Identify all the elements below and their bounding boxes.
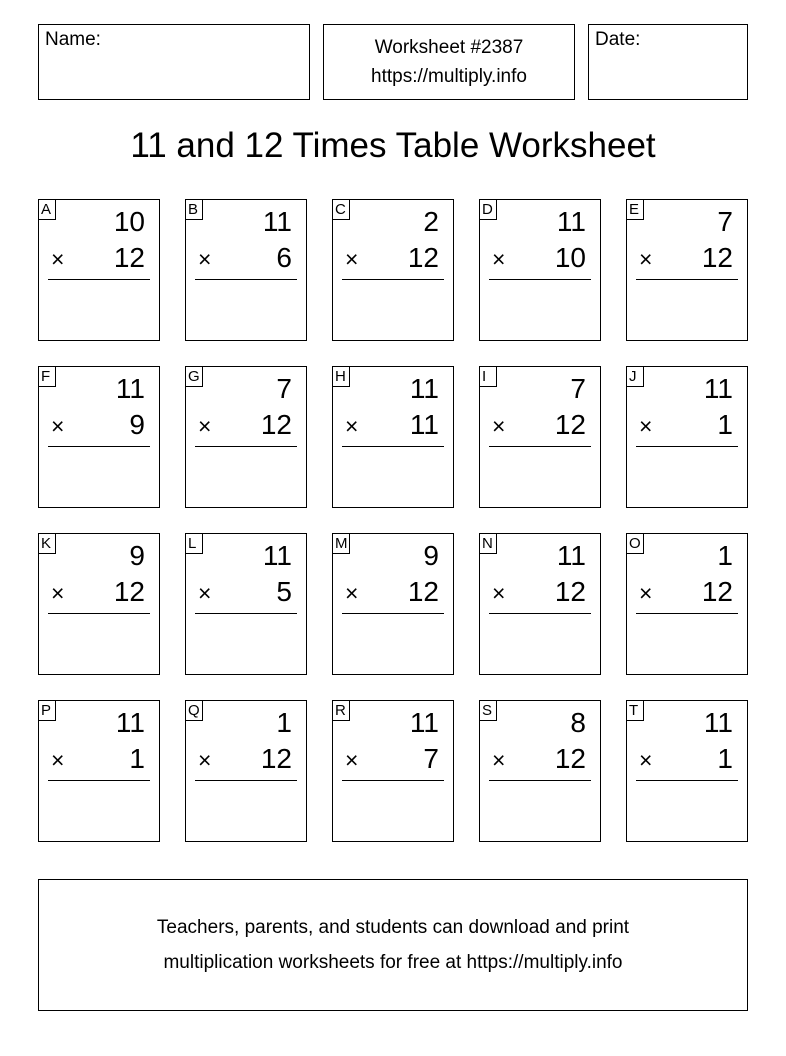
multiplier: 12 — [407, 576, 439, 607]
problem-letter: N — [479, 533, 497, 554]
problem-letter: B — [185, 199, 203, 220]
multiplier: 12 — [113, 242, 145, 273]
problem-letter: R — [332, 700, 350, 721]
times-sign: × — [51, 413, 65, 439]
times-sign: × — [492, 580, 506, 606]
times-sign: × — [51, 246, 65, 272]
multiplier: 12 — [260, 743, 292, 774]
problem-card[interactable] — [479, 199, 601, 341]
multiplier: 10 — [554, 242, 586, 273]
problem-card[interactable] — [626, 366, 748, 508]
times-sign: × — [345, 580, 359, 606]
answer-line — [48, 613, 150, 614]
multiplicand: 9 — [129, 540, 145, 571]
problem-letter: G — [185, 366, 203, 387]
multiplicand: 7 — [276, 373, 292, 404]
times-sign: × — [639, 747, 653, 773]
date-label: Date: — [595, 29, 641, 50]
page-title: 11 and 12 Times Table Worksheet — [130, 126, 656, 165]
multiplicand: 11 — [703, 707, 733, 738]
problem-letter: M — [332, 533, 350, 554]
times-sign: × — [492, 413, 506, 439]
multiplicand: 10 — [113, 206, 145, 237]
multiplier: 12 — [701, 576, 733, 607]
problem-letter: Q — [185, 700, 203, 721]
times-sign: × — [492, 246, 506, 272]
name-label: Name: — [45, 29, 101, 50]
problem-card[interactable] — [185, 533, 307, 675]
worksheet-url: https://multiply.info — [371, 66, 527, 87]
multiplier: 12 — [554, 576, 586, 607]
multiplicand: 11 — [115, 707, 145, 738]
problem-card[interactable] — [185, 700, 307, 842]
worksheet-info-box — [323, 24, 575, 100]
answer-line — [195, 780, 297, 781]
multiplicand: 11 — [262, 206, 292, 237]
problem-card[interactable] — [185, 199, 307, 341]
answer-line — [636, 613, 738, 614]
multiplicand: 7 — [570, 373, 586, 404]
times-sign: × — [345, 747, 359, 773]
answer-line — [489, 279, 591, 280]
times-sign: × — [198, 413, 212, 439]
problem-letter: S — [479, 700, 497, 721]
problem-letter: T — [626, 700, 644, 721]
problem-card[interactable] — [479, 700, 601, 842]
multiplicand: 11 — [409, 373, 439, 404]
answer-line — [48, 780, 150, 781]
multiplicand: 7 — [717, 206, 733, 237]
answer-line — [342, 279, 444, 280]
times-sign: × — [639, 580, 653, 606]
answer-line — [195, 446, 297, 447]
answer-line — [195, 279, 297, 280]
problem-card[interactable] — [332, 199, 454, 341]
multiplicand: 11 — [409, 707, 439, 738]
problem-letter: J — [626, 366, 644, 387]
multiplicand: 1 — [276, 707, 292, 738]
worksheet-number: Worksheet #2387 — [374, 37, 524, 58]
multiplicand: 11 — [115, 373, 145, 404]
problem-card[interactable] — [479, 366, 601, 508]
times-sign: × — [51, 747, 65, 773]
multiplicand: 11 — [703, 373, 733, 404]
multiplier: 12 — [407, 242, 439, 273]
times-sign: × — [639, 413, 653, 439]
problem-letter: I — [479, 366, 497, 387]
answer-line — [489, 446, 591, 447]
times-sign: × — [345, 413, 359, 439]
problem-card[interactable] — [332, 700, 454, 842]
multiplicand: 1 — [717, 540, 733, 571]
answer-line — [636, 279, 738, 280]
problem-letter: L — [185, 533, 203, 554]
multiplier: 9 — [129, 409, 145, 440]
times-sign: × — [345, 246, 359, 272]
answer-line — [195, 613, 297, 614]
multiplier: 1 — [129, 743, 145, 774]
problem-letter: H — [332, 366, 350, 387]
answer-line — [48, 279, 150, 280]
multiplier: 12 — [260, 409, 292, 440]
multiplier: 12 — [554, 409, 586, 440]
times-sign: × — [198, 747, 212, 773]
multiplier: 1 — [717, 743, 733, 774]
multiplier: 12 — [554, 743, 586, 774]
problem-letter: O — [626, 533, 644, 554]
answer-line — [48, 446, 150, 447]
multiplicand: 8 — [570, 707, 586, 738]
answer-line — [636, 780, 738, 781]
problem-card[interactable] — [332, 533, 454, 675]
problem-card[interactable] — [38, 700, 160, 842]
footer-line-1: Teachers, parents, and students can download and print — [156, 917, 630, 938]
multiplicand: 11 — [556, 206, 586, 237]
footer-line-2: multiplication worksheets for free at https://multiply.info — [163, 952, 623, 973]
problem-letter: E — [626, 199, 644, 220]
multiplier: 11 — [409, 409, 439, 440]
problem-card[interactable] — [332, 366, 454, 508]
answer-line — [489, 613, 591, 614]
multiplicand: 2 — [423, 206, 439, 237]
footer-note — [38, 879, 748, 1011]
answer-line — [342, 613, 444, 614]
multiplier: 12 — [701, 242, 733, 273]
problem-card[interactable] — [38, 366, 160, 508]
problem-letter: A — [38, 199, 56, 220]
problem-card[interactable] — [479, 533, 601, 675]
answer-line — [489, 780, 591, 781]
multiplicand: 9 — [423, 540, 439, 571]
answer-line — [342, 780, 444, 781]
problem-letter: C — [332, 199, 350, 220]
multiplicand: 11 — [556, 540, 586, 571]
problem-card[interactable] — [626, 199, 748, 341]
times-sign: × — [198, 246, 212, 272]
problem-letter: F — [38, 366, 56, 387]
name-field-box[interactable] — [38, 24, 310, 100]
times-sign: × — [639, 246, 653, 272]
problem-letter: D — [479, 199, 497, 220]
problem-card[interactable] — [38, 199, 160, 341]
answer-line — [342, 446, 444, 447]
times-sign: × — [198, 580, 212, 606]
problem-card[interactable] — [626, 533, 748, 675]
multiplier: 7 — [423, 743, 439, 774]
multiplier: 12 — [113, 576, 145, 607]
multiplier: 5 — [276, 576, 292, 607]
problem-card[interactable] — [626, 700, 748, 842]
times-sign: × — [492, 747, 506, 773]
times-sign: × — [51, 580, 65, 606]
multiplier: 1 — [717, 409, 733, 440]
multiplicand: 11 — [262, 540, 292, 571]
date-field-box[interactable] — [588, 24, 748, 100]
answer-line — [636, 446, 738, 447]
problem-card[interactable] — [38, 533, 160, 675]
problem-letter: P — [38, 700, 56, 721]
problem-card[interactable] — [185, 366, 307, 508]
multiplier: 6 — [276, 242, 292, 273]
problem-letter: K — [38, 533, 56, 554]
